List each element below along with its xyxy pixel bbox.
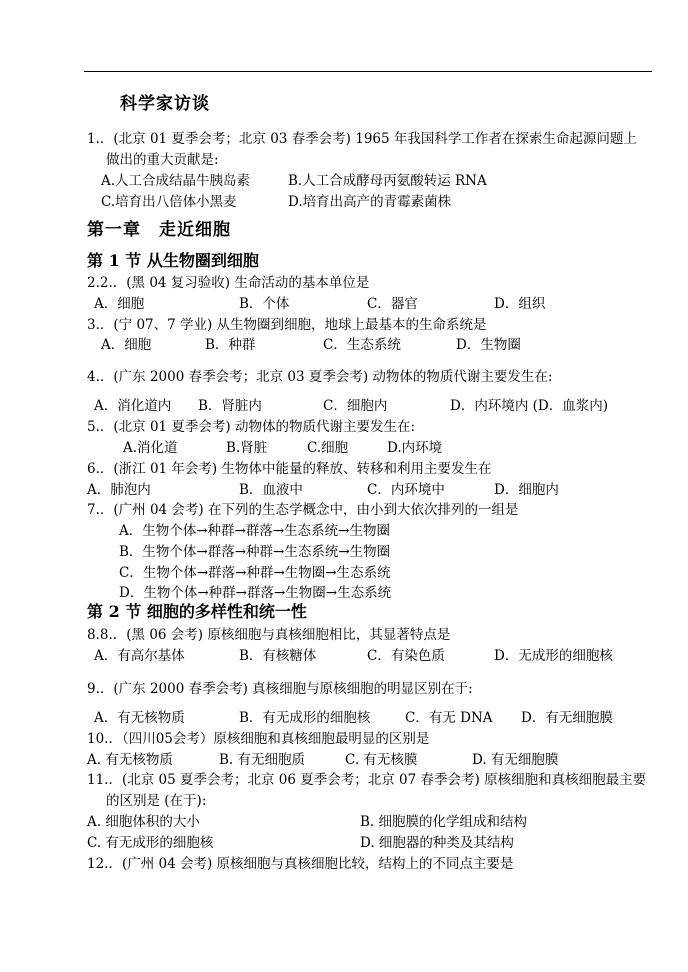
section-title: 科学家访谈: [120, 94, 210, 114]
q4-option-a: A．消化道内: [94, 398, 172, 414]
q8-stem: 8.8.．(黑 06 会考) 原核细胞与真核细胞相比，其显著特点是: [87, 627, 451, 643]
q10-option-a: A. 有无核物质: [87, 752, 173, 768]
q7-option-a: A．生物个体→种群→群落→生态系统→生物圈: [119, 523, 390, 539]
q5-option-c: C.细胞: [307, 440, 349, 456]
q7-option-d: D．生物个体→种群→群落→生物圈→生态系统: [119, 585, 392, 601]
q6-stem: 6.．(浙江 01 年会考) 生物体中能量的释放、转移和利用主要发生在: [87, 461, 492, 477]
q6-option-c: C．内环境中: [367, 482, 445, 498]
q3-option-a: A．细胞: [101, 337, 152, 353]
q1-option-a: A.人工合成结晶牛胰岛素: [101, 173, 251, 189]
q1-option-d: D.培育出高产的青霉素菌株: [288, 194, 452, 210]
section-2-title: 第 2 节 细胞的多样性和统一性: [87, 602, 307, 621]
q10-option-b: B. 有无细胞质: [219, 752, 306, 768]
q4-option-d: D．内环境内 (D．血浆内): [450, 398, 608, 414]
chapter-title: 第一章 走近细胞: [87, 220, 231, 240]
q3-stem: 3.．(宁 07、7 学业) 从生物圈到细胞，地球上最基本的生命系统是: [87, 317, 487, 333]
q10-option-d: D. 有无细胞膜: [472, 752, 559, 768]
q11-option-c: C. 有无成形的细胞核: [87, 835, 214, 851]
q7-option-c: C．生物个体→群落→种群→生物圈→生态系统: [119, 565, 391, 581]
q5-option-d: D.内环境: [387, 440, 443, 456]
q1-option-c: C.培育出八倍体小黑麦: [101, 194, 237, 210]
q8-option-a: A．有高尔基体: [94, 648, 185, 664]
section-1-title: 第 1 节 从生物圈到细胞: [87, 251, 259, 270]
q9-option-a: A．有无核物质: [94, 710, 185, 726]
q11-option-d: D. 细胞器的种类及其结构: [360, 835, 514, 851]
q11-option-b: B. 细胞膜的化学组成和结构: [360, 814, 528, 830]
q4-option-b: B．肾脏内: [198, 398, 262, 414]
q8-option-b: B．有核糖体: [239, 648, 317, 664]
q6-option-a: A．肺泡内: [87, 482, 151, 498]
q2-option-d: D．组织: [494, 296, 546, 312]
q11-stem-cont: 的区别是 (在于):: [106, 793, 207, 809]
q3-option-b: B．种群: [205, 337, 256, 353]
q5-option-b: B.肾脏: [226, 440, 268, 456]
q2-option-c: C．器官: [367, 296, 418, 312]
q6-option-b: B．血液中: [239, 482, 303, 498]
q4-stem: 4.．(广东 2000 春季会考；北京 03 夏季会考) 动物体的物质代谢主要发生在:: [87, 369, 553, 385]
q3-option-d: D．生物圈: [456, 337, 521, 353]
q11-option-a: A. 细胞体积的大小: [87, 814, 200, 830]
q7-stem: 7.．(广州 04 会考) 在下列的生态学概念中，由小到大依次排列的一组是: [87, 502, 519, 518]
q9-option-c: C．有无 DNA: [405, 710, 493, 726]
q12-stem: 12.．(广州 04 会考) 原核细胞与真核细胞比较，结构上的不同点主要是: [87, 856, 514, 872]
q9-option-d: D．有无细胞膜: [521, 710, 613, 726]
q8-option-d: D．无成形的细胞核: [494, 648, 613, 664]
q3-option-c: C．生态系统: [323, 337, 401, 353]
q2-stem: 2.2.．(黑 04 复习验收) 生命活动的基本单位是: [87, 275, 370, 291]
q1-stem: 1.．(北京 01 夏季会考；北京 03 春季会考) 1965 年我国科学工作者在探索生命起源问题上: [87, 131, 637, 147]
q9-option-b: B．有无成形的细胞核: [239, 710, 371, 726]
q10-stem: 10.．（四川05会考）原核细胞和真核细胞最明显的区别是: [87, 731, 430, 747]
q2-option-a: A．细胞: [94, 296, 145, 312]
q1-stem-cont: 做出的重大贡献是:: [106, 152, 219, 168]
q2-option-b: B．个体: [239, 296, 290, 312]
q5-stem: 5.．(北京 01 夏季会考) 动物体的物质代谢主要发生在:: [87, 419, 416, 435]
q9-stem: 9.．(广东 2000 春季会考) 真核细胞与原核细胞的明显区别在于:: [87, 681, 473, 697]
q8-option-c: C．有染色质: [367, 648, 445, 664]
q11-stem: 11.．(北京 05 夏季会考；北京 06 夏季会考；北京 07 春季会考) 原核细胞和真核细胞最主要: [87, 772, 647, 788]
q7-option-b: B．生物个体→群落→种群→生态系统→生物圈: [119, 544, 391, 560]
q6-option-d: D．细胞内: [494, 482, 559, 498]
q5-option-a: A.消化道: [123, 440, 178, 456]
q4-option-c: C．细胞内: [323, 398, 388, 414]
header-rule: [84, 71, 652, 72]
q10-option-c: C. 有无核膜: [345, 752, 418, 768]
q1-option-b: B.人工合成酵母丙氨酸转运 RNA: [288, 173, 487, 189]
